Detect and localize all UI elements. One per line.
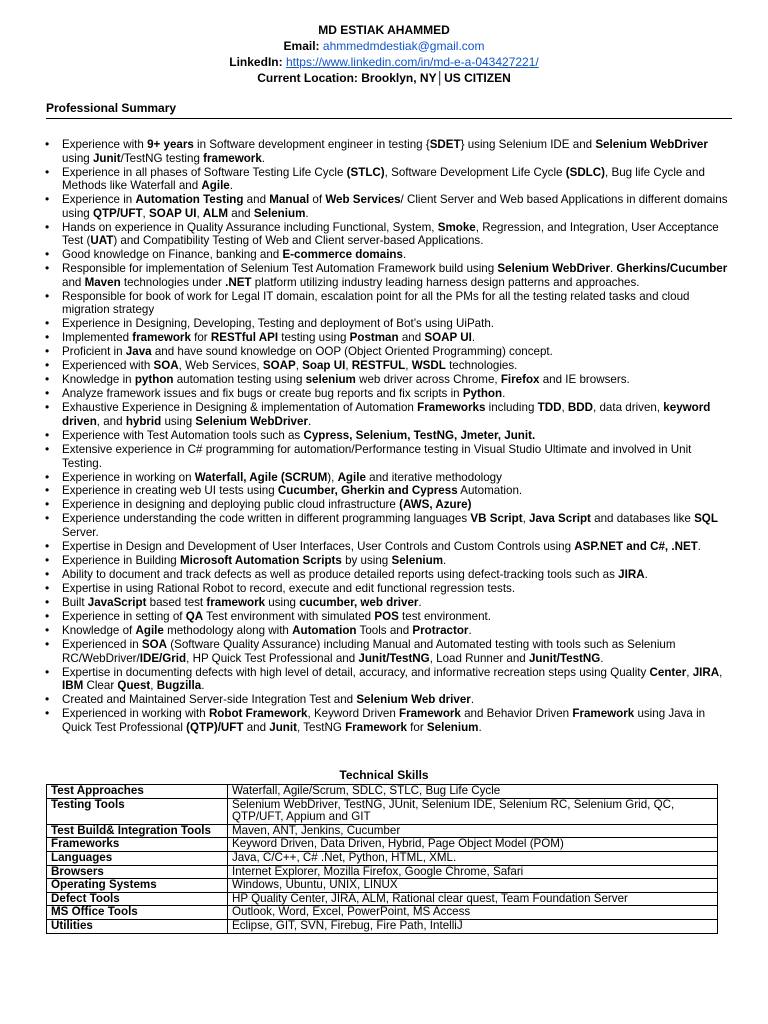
bold-text: Framework <box>399 707 461 721</box>
skill-values: Keyword Driven, Data Driven, Hybrid, Page Object Model (POM) <box>228 838 718 852</box>
skill-category: Utilities <box>47 919 228 933</box>
skills-row <box>47 865 718 879</box>
bold-text: Selenium <box>253 206 306 220</box>
text: and <box>398 331 425 345</box>
summary-bullet <box>62 331 728 345</box>
bold-text: Selenium <box>391 554 444 568</box>
bold-text: SOA <box>153 359 179 373</box>
bold-text: RESTful API <box>210 331 279 345</box>
bold-text: Agile <box>135 623 164 637</box>
skill-values: Windows, Ubuntu, UNIX, LINUX <box>228 879 718 893</box>
bold-text: SOAP UI <box>148 206 197 220</box>
bold-text: Maven <box>84 275 121 289</box>
bold-text: Agile <box>201 179 230 193</box>
bold-text: Manual <box>269 193 310 207</box>
summary-bullet <box>62 707 728 734</box>
text: , <box>522 512 530 526</box>
bold-text: VB Script <box>470 512 523 526</box>
bold-text: JIRA <box>692 665 720 679</box>
professional-summary-heading: Professional Summary <box>46 100 732 119</box>
skills-row <box>47 798 718 824</box>
summary-bullet <box>62 401 728 428</box>
text: for <box>190 331 211 345</box>
summary-bullet <box>62 345 728 359</box>
text: Experience in creating web UI tests using <box>62 484 278 498</box>
text: test environment. <box>398 609 491 623</box>
text: Extensive experience in C# programming for automation/Performance testing in Visual Studio Ultimate and involved in Unit Testing. <box>62 442 692 470</box>
bold-text: Python <box>462 387 503 401</box>
skill-values: Maven, ANT, Jenkins, Cucumber <box>228 824 718 838</box>
skill-category: Testing Tools <box>47 798 228 824</box>
text: automation testing using <box>173 373 306 387</box>
bold-text: (QTP)/UFT <box>186 720 244 734</box>
text: Experience with <box>62 138 148 151</box>
bold-text: framework <box>132 331 191 345</box>
summary-bullet <box>62 387 728 401</box>
summary-list <box>62 138 728 735</box>
text: and <box>243 193 270 207</box>
bold-text: Microsoft Automation Scripts <box>179 554 342 568</box>
bold-text: SDET <box>429 138 461 151</box>
bold-text: Frameworks <box>417 401 486 415</box>
text: by using <box>341 554 392 568</box>
bold-text: framework <box>206 595 266 609</box>
summary-bullet <box>62 554 728 568</box>
text: , <box>345 359 352 373</box>
text: , Software Development Life Cycle <box>384 165 566 179</box>
text: ), <box>327 470 338 484</box>
text: , Regression, and Integration, User Acceptance Test ( <box>62 220 719 248</box>
bold-text: WSDL <box>411 359 446 373</box>
technical-skills-heading: Technical Skills <box>339 768 429 782</box>
skills-row <box>47 851 718 865</box>
bold-text: Agile <box>337 470 366 484</box>
text: Experience in Designing, Developing, Testing and deployment of Bot’s using UiPath. <box>62 317 495 331</box>
text: Expertise in documenting defects with high level of detail, accuracy, and informative recreation steps using Quality <box>62 665 650 679</box>
text: Knowledge in <box>62 373 135 387</box>
text: Proficient in <box>62 345 126 359</box>
candidate-name: MD ESTIAK AHAMMED <box>318 23 450 37</box>
bold-text: TDD <box>537 401 562 415</box>
text: and have sound knowledge on OOP (Object Oriented Programming) concept. <box>151 345 553 359</box>
skill-values: Internet Explorer, Mozilla Firefox, Google Chrome, Safari <box>228 865 718 879</box>
summary-bullet <box>62 582 728 596</box>
text: and IE browsers. <box>539 373 630 387</box>
text: and <box>62 275 85 289</box>
bold-text: ALM <box>202 206 229 220</box>
bold-text: .NET <box>225 275 252 289</box>
text: of <box>309 193 326 207</box>
summary-bullet <box>62 638 728 665</box>
text: platform utilizing industry leading harness design patterns and approaches. <box>251 275 640 289</box>
text: . <box>468 623 472 637</box>
bold-text: Gherkins/Cucumber <box>616 262 728 276</box>
text: Test environment with simulated <box>203 609 375 623</box>
text: and <box>243 720 270 734</box>
text: . <box>418 595 422 609</box>
text: . <box>305 206 309 220</box>
text: Experienced in <box>62 637 142 651</box>
summary-bullet <box>62 373 728 387</box>
bold-text: IBM <box>62 679 84 693</box>
email-link[interactable]: ahmmedmdestiak@gmail.com <box>322 39 485 53</box>
bold-text: ASP.NET and C#, .NET <box>574 540 698 554</box>
text: , <box>150 679 157 693</box>
summary-bullet <box>62 540 728 554</box>
summary-bullet <box>62 248 728 262</box>
summary-bullet <box>62 693 728 707</box>
bold-text: Java Script <box>529 512 591 526</box>
text: for <box>406 720 427 734</box>
bold-text: selenium <box>305 373 356 387</box>
text: . <box>609 262 617 276</box>
summary-bullet <box>62 512 728 539</box>
bold-text: SQL <box>694 512 718 526</box>
bold-text: Selenium <box>426 720 479 734</box>
bold-text: RESTFUL <box>351 359 406 373</box>
bold-text: Bugzilla <box>156 679 202 693</box>
skill-category: Frameworks <box>47 838 228 852</box>
text: , data driven, <box>593 401 664 415</box>
skills-row <box>47 919 718 933</box>
text: . <box>201 679 205 693</box>
summary-bullet <box>62 193 728 220</box>
bold-text: Selenium Web driver <box>356 693 471 707</box>
summary-bullet <box>62 610 728 624</box>
text: Server. <box>62 526 99 540</box>
skill-values: Outlook, Word, Excel, PowerPoint, MS Access <box>228 906 718 920</box>
text: Built <box>62 595 88 609</box>
text: . <box>443 554 447 568</box>
text: , Bug life Cycle and Methods like Waterfall and <box>62 165 705 193</box>
text: using <box>62 151 93 165</box>
text: , Keyword Driven <box>307 707 399 721</box>
text: Good knowledge on Finance, banking and <box>62 248 283 262</box>
skills-row <box>47 838 718 852</box>
skill-values: Java, C/C++, C# .Net, Python, HTML, XML. <box>228 851 718 865</box>
text: / Client Server and Web based Applications in different domains using <box>62 193 728 220</box>
linkedin-link[interactable]: https://www.linkedin.com/in/md-e-a-043427221/ <box>285 55 539 69</box>
location-line: Current Location: Brooklyn, NY│US CITIZEN <box>257 71 511 85</box>
bold-text: Robot Framework <box>208 707 308 721</box>
skill-category: Test Approaches <box>47 785 228 799</box>
text: Exhaustive Experience in Designing & implementation of Automation <box>62 401 418 415</box>
text: , and <box>96 414 126 428</box>
bold-text: Cucumber, Gherkin and Cypress <box>277 484 458 498</box>
summary-bullet <box>62 568 728 582</box>
text: Experience in setting of <box>62 609 186 623</box>
skill-category: Browsers <box>47 865 228 879</box>
text: . <box>229 179 233 193</box>
text: Responsible for implementation of Selenium Test Automation Framework build using <box>62 262 498 276</box>
text: ) and Compatibility Testing of Web and Client server-based Applications. <box>113 234 484 248</box>
bold-text: Junit/TestNG <box>528 651 601 665</box>
text: Automation. <box>457 484 523 498</box>
summary-bullet <box>62 317 728 331</box>
skills-row <box>47 892 718 906</box>
bold-text: Framework <box>345 720 407 734</box>
bold-text: Automation Testing <box>135 193 244 207</box>
bold-text: QTP/UFT <box>92 206 143 220</box>
bold-text: Selenium WebDriver <box>497 262 610 276</box>
bold-text: (SDLC) <box>565 165 606 179</box>
bold-text: UAT <box>90 234 114 248</box>
bold-text: Postman <box>349 331 399 345</box>
text: . <box>307 414 312 428</box>
text: , <box>686 665 693 679</box>
bold-text: (AWS, Azure) <box>399 498 472 512</box>
text: technologies. <box>445 359 518 373</box>
summary-bullet <box>62 359 728 373</box>
text: and iterative methodology <box>365 470 502 484</box>
text: Clear <box>83 679 118 693</box>
text: and databases like <box>590 512 695 526</box>
summary-bullet <box>62 484 728 498</box>
summary-bullet <box>62 443 728 470</box>
bold-text: POS <box>374 609 399 623</box>
text: using <box>265 595 300 609</box>
text: Expertise in Design and Development of User Interfaces, User Controls and Custom Controls using <box>62 540 575 554</box>
text: and Behavior Driven <box>460 707 573 721</box>
text: . <box>478 720 482 734</box>
bold-text: (STLC) <box>346 165 385 179</box>
bold-text: Web Services <box>325 193 401 207</box>
bold-text: BDD <box>567 401 594 415</box>
text: Created and Maintained Server-side Integration Test and <box>62 693 357 707</box>
text: , TestNG <box>296 720 346 734</box>
bold-text: JavaScript <box>87 595 147 609</box>
text: Experience with Test Automation tools such as <box>62 428 304 442</box>
bold-text: Cypress, Selenium, TestNG, Jmeter, Junit. <box>303 428 536 442</box>
text: , <box>142 206 149 220</box>
skill-values: Selenium WebDriver, TestNG, JUnit, Selenium IDE, Selenium RC, Selenium Grid, QC, QTP/UFT, Appium and GIT <box>228 798 718 824</box>
skill-category: Test Build& Integration Tools <box>47 824 228 838</box>
skill-category: Defect Tools <box>47 892 228 906</box>
text: , <box>196 206 203 220</box>
text: testing using <box>278 331 350 345</box>
bold-text: Selenium WebDriver <box>595 138 708 151</box>
text: Experience in all phases of Software Testing Life Cycle <box>62 165 347 179</box>
bold-text: cucumber, web driver <box>299 595 419 609</box>
text: . <box>644 568 648 581</box>
skill-category: Operating Systems <box>47 879 228 893</box>
summary-bullet <box>62 221 728 248</box>
text: Experienced in working with <box>62 707 209 721</box>
summary-bullet <box>62 429 728 443</box>
summary-bullet <box>62 262 728 289</box>
text: Experience in Building <box>62 554 180 568</box>
text: , <box>295 359 303 373</box>
text: Tools and <box>356 623 413 637</box>
skill-category: MS Office Tools <box>47 906 228 920</box>
bold-text: Junit <box>92 151 121 165</box>
skills-row <box>47 785 718 799</box>
bold-text: Selenium WebDriver <box>195 414 308 428</box>
text: Hands on experience in Quality Assurance including Functional, System, <box>62 220 438 234</box>
text: Experience in working on <box>62 470 195 484</box>
text: Responsible for book of work for Legal IT domain, escalation point for all the PMs for all the testing related tasks and cloud migration strategy <box>62 289 690 317</box>
text: , <box>405 359 412 373</box>
text: technologies under <box>120 275 226 289</box>
skill-values: Eclipse, GIT, SVN, Firebug, Fire Path, IntelliJ <box>228 919 718 933</box>
email-line <box>0 38 768 54</box>
text: Experience understanding the code written in different programming languages <box>62 512 471 526</box>
text: Experience in <box>62 193 136 207</box>
text: . <box>502 387 506 401</box>
text: . <box>261 151 265 165</box>
text: Implemented <box>62 331 133 345</box>
text: Expertise in using Rational Robot to record, execute and edit functional regression tests. <box>62 581 516 595</box>
skills-row <box>47 906 718 920</box>
text: Analyze framework issues and fix bugs or create bug reports and fix scripts in <box>62 387 463 401</box>
text: , HP Quick Test Professional and <box>186 651 359 665</box>
text: . <box>470 693 475 707</box>
bold-text: framework <box>203 151 262 165</box>
text: Ability to document and track defects as well as produce detailed reports using defect-tracking tools such as <box>62 568 619 581</box>
bold-text: SOA <box>141 637 168 651</box>
bold-text: hybrid <box>125 414 162 428</box>
bold-text: keyword driven <box>62 401 711 428</box>
summary-bullet <box>62 471 728 485</box>
bold-text: Firefox <box>500 373 540 387</box>
text: including <box>485 401 538 415</box>
text: based test <box>146 595 207 609</box>
text: methodology along with <box>163 623 293 637</box>
email-label: Email: <box>283 39 323 53</box>
summary-bullet <box>62 166 728 193</box>
text: (Software Quality Assurance) including Manual and Automated testing with tools such as Selenium RC/WebDriver/ <box>62 637 676 665</box>
linkedin-label: LinkedIn: <box>229 55 286 69</box>
bold-text: Smoke <box>437 220 476 234</box>
text: , <box>719 665 723 679</box>
linkedin-line <box>0 54 768 70</box>
bold-text: python <box>134 373 174 387</box>
bold-text: Junit <box>269 720 297 734</box>
bold-text: Quest <box>117 679 151 693</box>
bold-text: SOAP <box>262 359 296 373</box>
bold-text: Junit/TestNG <box>358 651 430 665</box>
summary-bullet <box>62 666 728 693</box>
bold-text: JIRA <box>618 568 645 581</box>
resume-header <box>0 22 768 86</box>
text: . <box>402 248 407 262</box>
skills-row <box>47 824 718 838</box>
text: using <box>161 414 196 428</box>
bold-text: QA <box>185 609 204 623</box>
text: , Load Runner and <box>429 651 529 665</box>
text: Knowledge of <box>62 623 136 637</box>
text: . <box>697 540 702 554</box>
text: , <box>561 401 568 415</box>
text: . <box>471 331 476 345</box>
bold-text: Automation <box>292 623 357 637</box>
text: using Java in Quick Test Professional <box>62 707 706 734</box>
text: } using Selenium IDE and <box>460 138 596 151</box>
text: in Software development engineer in testing { <box>193 138 430 151</box>
summary-bullet <box>62 138 728 165</box>
bold-text: Framework <box>572 707 635 721</box>
text: and <box>228 206 254 220</box>
text: , Web Services, <box>178 359 263 373</box>
text: web driver across Chrome, <box>355 373 501 387</box>
bold-text: Waterfall, Agile (SCRUM <box>194 470 328 484</box>
bold-text: Protractor <box>412 623 469 637</box>
bold-text: Soap UI <box>302 359 346 373</box>
summary-bullet <box>62 290 728 317</box>
bold-text: SOAP UI <box>424 331 472 345</box>
skills-row <box>47 879 718 893</box>
bold-text: E-commerce domains <box>282 248 403 262</box>
technical-skills-table <box>46 784 718 934</box>
bold-text: IDE/Grid <box>139 651 187 665</box>
skill-category: Languages <box>47 851 228 865</box>
bold-text: Center <box>649 665 687 679</box>
summary-bullet <box>62 498 728 512</box>
summary-bullet <box>62 596 728 610</box>
bold-text: 9+ years <box>147 138 194 151</box>
skill-values: Waterfall, Agile/Scrum, SDLC, STLC, Bug Life Cycle <box>228 785 718 799</box>
summary-bullet <box>62 624 728 638</box>
text: /TestNG testing <box>120 151 204 165</box>
text: Experience in designing and deploying public cloud infrastructure <box>62 498 400 512</box>
bold-text: Java <box>125 345 152 359</box>
skill-values: HP Quality Center, JIRA, ALM, Rational clear quest, Team Foundation Server <box>228 892 718 906</box>
text: Experienced with <box>62 359 154 373</box>
text: . <box>600 651 604 665</box>
